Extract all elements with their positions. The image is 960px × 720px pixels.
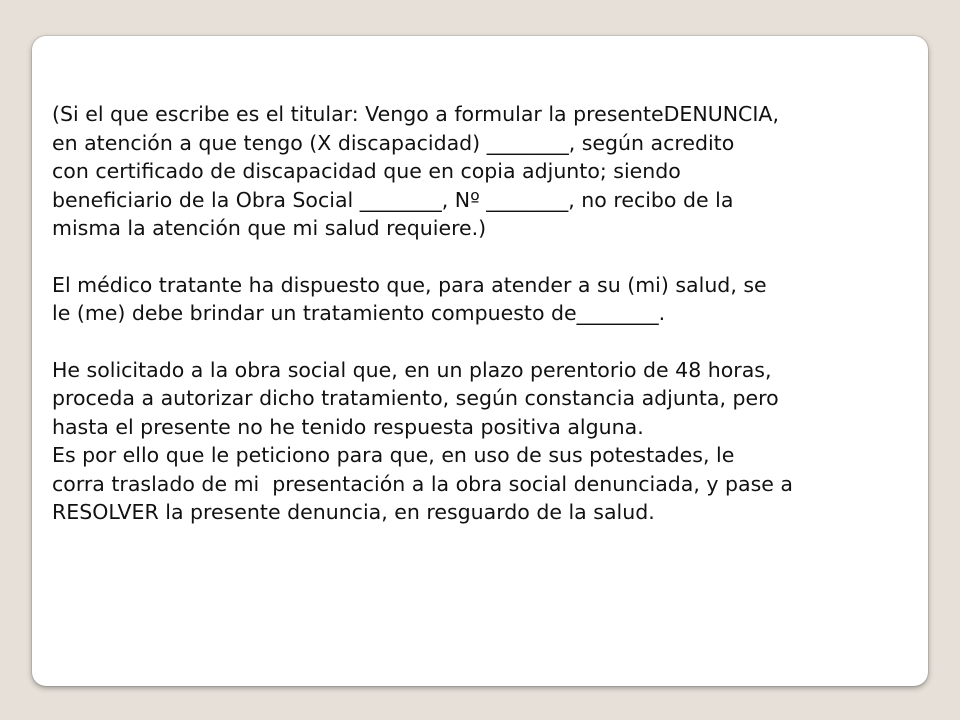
text-line: proceda a autorizar dicho tratamiento, según constancia adjunta, pero	[52, 386, 779, 410]
text-line: le (me) debe brindar un tratamiento compuesto de________.	[52, 301, 666, 325]
text-line: corra traslado de mi presentación a la obra social denunciada, y pase a	[52, 471, 793, 496]
paragraph-spacer	[52, 243, 932, 271]
text-line: He solicitado a la obra social que, en un plazo perentorio de 48 horas,	[52, 357, 772, 382]
text-line: con certificado de discapacidad que en copia adjunto; siendo	[52, 159, 681, 183]
paragraph-tratamiento	[52, 271, 932, 328]
text-line: (Si el que escribe es el titular: Vengo a formular la presenteDENUNCIA,	[52, 102, 779, 126]
text-line: El médico tratante ha dispuesto que, para atender a su (mi) salud, se	[52, 272, 767, 297]
text-line: Es por ello que le peticiono para que, en uso de sus potestades, le	[52, 443, 735, 467]
text-line: RESOLVER la presente denuncia, en resguardo de la salud.	[52, 500, 655, 524]
text-line: beneficiario de la Obra Social ________, Nº ________, no recibo de la	[52, 187, 734, 212]
paragraph-titular-denuncia	[52, 100, 932, 243]
text-line: hasta el presente no he tenido respuesta positiva alguna.	[52, 414, 644, 439]
document-body	[52, 100, 932, 527]
paragraph-spacer	[52, 328, 932, 356]
paragraph-solicitud	[52, 356, 932, 527]
text-line: en atención a que tengo (X discapacidad) ________, según acredito	[52, 130, 735, 155]
text-line: misma la atención que mi salud requiere.)	[52, 216, 487, 240]
